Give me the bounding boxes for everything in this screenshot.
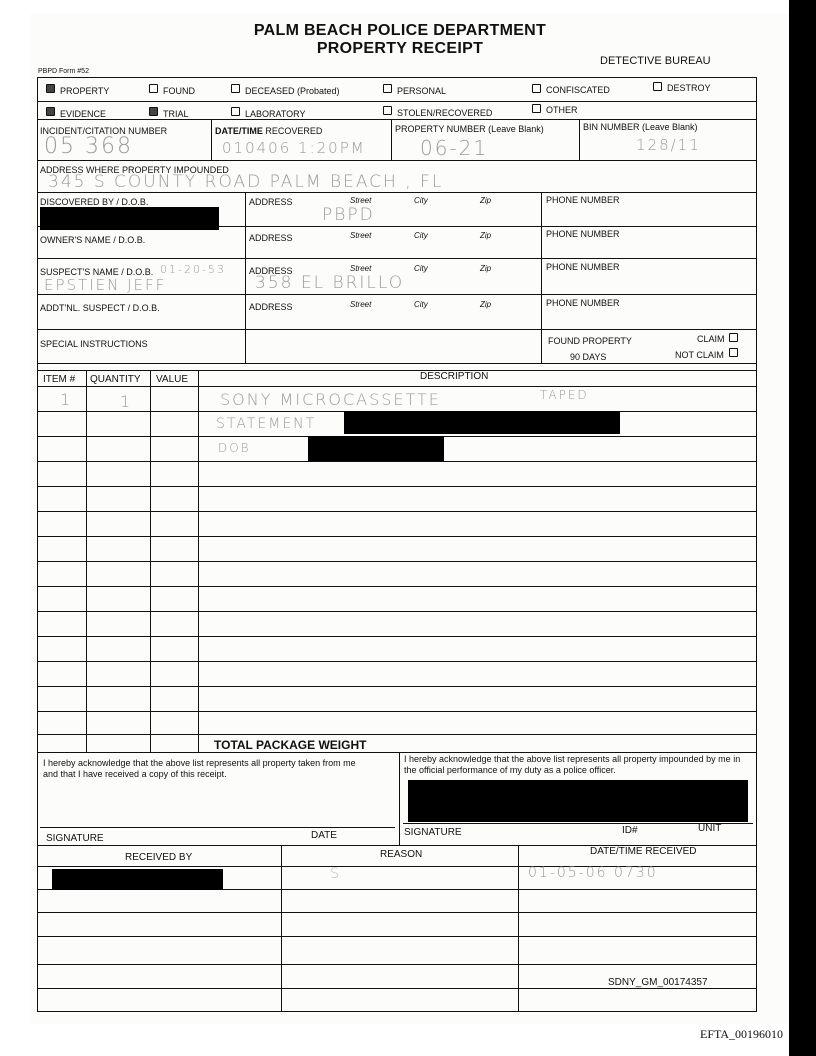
checkbox-confiscated[interactable] [532,84,541,93]
street-label: Street [350,264,372,273]
divider [37,192,757,193]
reason-header: REASON [380,849,423,860]
suspect-address-value[interactable]: 358 EL BRILLO [255,273,405,293]
table-row-line [37,964,757,965]
total-package-weight-label: TOTAL PACKAGE WEIGHT [214,738,367,752]
street-label: Street [350,300,372,309]
zip-label: Zip [480,300,492,309]
redaction-bar [344,411,620,434]
divider [37,258,757,259]
city-label: City [414,231,428,240]
divider [37,294,757,295]
table-row-line [37,661,757,662]
city-label: City [414,300,428,309]
column-header-quantity: QUANTITY [90,374,141,385]
zip-label: Zip [480,231,492,240]
checkbox-found[interactable] [149,84,158,93]
divider [37,370,757,371]
table-row-line [37,711,757,712]
discovered-by-label: DISCOVERED BY / D.O.B. [40,197,149,207]
chain-row1-datetime[interactable]: 01-05-06 0730 [528,865,658,881]
table-row-line [37,636,757,637]
checkbox-label: OTHER [546,105,578,115]
checkbox-other[interactable] [532,104,541,113]
divider [211,119,212,160]
zip-label: Zip [480,264,492,273]
claim-label: CLAIM [697,334,725,344]
signature-line [40,827,395,828]
checkbox-label: TRIAL [163,109,189,119]
scan-edge [789,0,816,1056]
table-row-line [37,734,757,735]
phone-number-label: PHONE NUMBER [546,262,620,272]
signature-label: SIGNATURE [46,833,104,844]
chain-row1-reason[interactable]: S [330,866,341,882]
column-header-value: VALUE [156,374,189,385]
checkbox-evidence[interactable] [46,107,55,116]
checkbox-claim[interactable] [729,333,738,342]
date-label: DATE [311,830,337,841]
checkbox-label: CONFISCATED [546,85,610,95]
divider [37,101,757,102]
divider [37,329,757,330]
owner-name-label: OWNER'S NAME / D.O.B. [40,235,146,245]
checkbox-label: PERSONAL [397,86,447,96]
checkbox-label: DECEASED (Probated) [245,86,340,96]
bin-number-value[interactable]: 128/11 [636,136,701,154]
address-label: ADDRESS [249,302,293,312]
property-number-label: PROPERTY NUMBER (Leave Blank) [395,124,544,134]
street-label: Street [350,196,372,205]
suspect-name-label: SUSPECT'S NAME / D.O.B. [40,267,154,277]
address-label: ADDRESS [249,266,293,276]
street-label: Street [350,231,372,240]
row1-item-value[interactable]: 1 [60,390,73,409]
datetime-received-header: DATE/TIME RECEIVED [590,846,697,857]
city-label: City [414,264,428,273]
zip-label: Zip [480,196,492,205]
table-row-line [37,536,757,537]
checkbox-label: FOUND [163,86,195,96]
city-label: City [414,196,428,205]
additional-suspect-label: ADDT'NL. SUSPECT / D.O.B. [40,303,160,313]
property-number-value[interactable]: 06-21 [420,136,489,160]
phone-number-label: PHONE NUMBER [546,229,620,239]
datetime-recovered-value[interactable]: 010406 1:20PM [222,139,366,157]
datetime-label-rest: RECOVERED [262,126,323,136]
row3-description-value[interactable]: DOB [218,441,251,455]
suspect-name-value[interactable]: EPSTIEN JEFF [44,276,167,294]
redaction-bar [40,207,219,230]
divider [541,192,542,363]
divider [281,845,282,1012]
document-id: EFTA_00196010 [700,1027,784,1041]
redaction-bar [408,780,748,822]
checkbox-stolen-recovered[interactable] [383,106,392,115]
datetime-recovered-label [215,126,322,136]
checkbox-trial[interactable] [149,107,158,116]
checkbox-label: EVIDENCE [60,109,107,119]
suspect-dob-value[interactable]: 01-20-53 [160,263,226,276]
table-row-line [37,912,757,913]
unit-label: UNIT [698,823,722,834]
bureau-label: DETECTIVE BUREAU [600,55,711,67]
table-row-line [37,561,757,562]
divider [37,386,757,387]
officer-signature-label: SIGNATURE [404,827,462,838]
divider [37,119,757,120]
checkbox-laboratory[interactable] [231,107,240,116]
redaction-bar [52,869,223,890]
form-number: PBPD Form #52 [38,68,89,75]
table-row-line [37,611,757,612]
row1-description-extra[interactable]: TAPED [540,388,589,402]
found-days-label: 90 DAYS [570,352,607,362]
checkbox-property[interactable] [46,84,55,93]
row1-description-value[interactable]: SONY MICROCASSETTE [220,390,441,409]
checkbox-destroy[interactable] [653,82,662,91]
acknowledgement-owner-text: I hereby acknowledge that the above list represents all property taken from me and that I have received a copy of this receipt. [43,758,356,779]
incident-number-label: INCIDENT/CITATION NUMBER [40,126,168,136]
row1-quantity-value[interactable]: 1 [120,392,133,411]
divider [37,363,757,364]
table-row-line [37,511,757,512]
divider [518,845,519,1012]
bin-number-label: BIN NUMBER (Leave Blank) [583,122,698,132]
divider [579,119,580,160]
phone-number-label: PHONE NUMBER [546,195,620,205]
checkbox-personal[interactable] [383,84,392,93]
column-header-item: ITEM # [43,374,76,385]
address-label: ADDRESS [249,233,293,243]
id-number-label: ID# [622,825,638,836]
checkbox-deceased[interactable] [231,84,240,93]
row2-description-value[interactable]: STATEMENT [216,416,317,432]
acknowledgement-officer-text: I hereby acknowledge that the above list represents all property impounded by me in the official performance of my duty as a police officer. [404,754,741,775]
address-label: ADDRESS [249,197,293,207]
address-impounded-label: ADDRESS WHERE PROPERTY IMPOUNDED [40,165,229,175]
department-title: PALM BEACH POLICE DEPARTMENT [253,22,547,39]
column-header-description: DESCRIPTION [420,371,489,382]
phone-number-label: PHONE NUMBER [546,298,620,308]
incident-number-value[interactable]: 05 368 [44,134,133,159]
table-row-line [37,752,757,753]
table-row-line [37,936,757,937]
table-row-line [37,486,757,487]
redaction-bar [308,436,444,461]
divider [391,119,392,160]
table-row-line [37,686,757,687]
bates-stamp: SDNY_GM_00174357 [608,977,708,988]
form-title: PROPERTY RECEIPT [316,40,484,57]
checkbox-label: LABORATORY [245,109,306,119]
divider [245,192,246,363]
found-property-label: FOUND PROPERTY [548,336,632,346]
checkbox-label: PROPERTY [60,86,110,96]
received-by-header: RECEIVED BY [125,852,193,863]
datetime-label-bold: DATE/TIME [215,126,263,136]
table-row-line [37,461,757,462]
checkbox-not-claim[interactable] [729,348,738,357]
address-impounded-value[interactable]: 345 S COUNTY ROAD PALM BEACH , FL [48,172,444,192]
not-claim-label: NOT CLAIM [675,350,724,360]
divider [37,160,757,161]
special-instructions-label: SPECIAL INSTRUCTIONS [40,339,148,349]
table-row-line [37,586,757,587]
checkbox-label: DESTROY [667,83,711,93]
discovered-address-value[interactable]: PBPD [322,205,375,225]
checkbox-label: STOLEN/RECOVERED [397,108,493,118]
divider [399,752,400,845]
table-row-line [37,988,757,989]
